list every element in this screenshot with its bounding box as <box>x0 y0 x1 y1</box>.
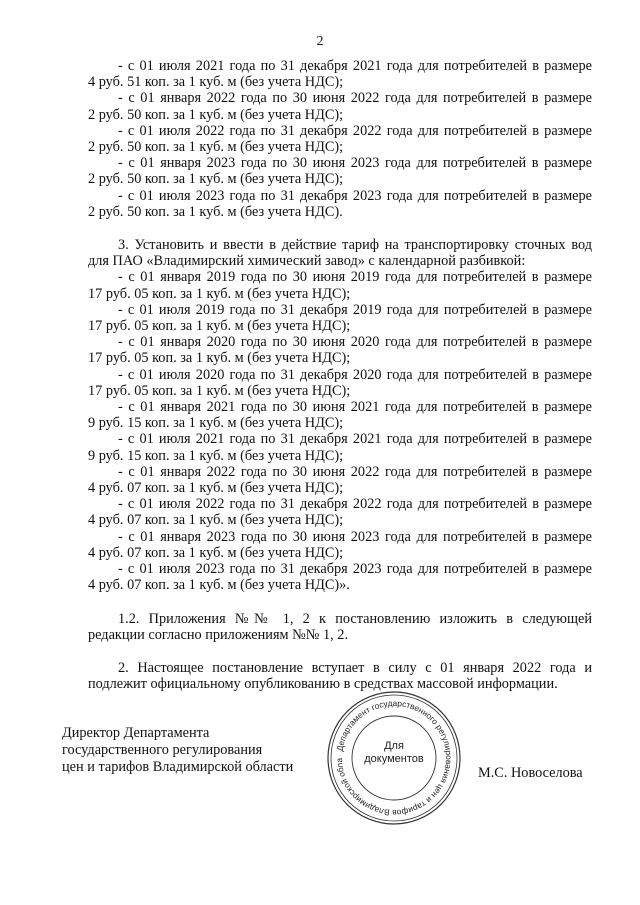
text-line: редакции согласно приложениям №№ 1, 2. <box>88 626 349 643</box>
document-body <box>88 58 592 692</box>
signature-title-line-1: Директор Департамента <box>62 725 210 741</box>
text-line: 4 руб. 07 коп. за 1 куб. м (без учета НДС); <box>88 480 344 497</box>
text-line: - с 01 января 2023 года по 30 июня 2023 года для потребителей в размере <box>118 155 592 172</box>
paragraph-gap <box>88 594 592 611</box>
text-line: 2 руб. 50 коп. за 1 куб. м (без учета НДС); <box>88 171 344 188</box>
signature-title-line-3: цен и тарифов Владимирской области <box>62 759 294 775</box>
text-line: 2 руб. 50 коп. за 1 куб. м (без учета НДС); <box>88 139 344 156</box>
text-line: 2 руб. 50 коп. за 1 куб. м (без учета НДС); <box>88 106 344 123</box>
text-line: подлежит официальному опубликованию в средствах массовой информации. <box>88 676 558 693</box>
text-line: - с 01 июля 2023 года по 31 декабря 2023 года для потребителей в размере <box>118 561 592 578</box>
text-line: 3. Установить и ввести в действие тариф на транспортировку сточных вод <box>118 237 592 254</box>
text-line: 17 руб. 05 коп. за 1 куб. м (без учета НДС); <box>88 382 351 399</box>
text-line: 17 руб. 05 коп. за 1 куб. м (без учета НДС); <box>88 350 351 367</box>
paragraph-gap <box>88 220 592 237</box>
page-number: 2 <box>316 34 324 49</box>
seal-center-line-1: Для <box>384 740 404 752</box>
text-line: 9 руб. 15 коп. за 1 куб. м (без учета НДС); <box>88 447 344 464</box>
signature-title-line-2: государственного регулирования <box>62 742 263 758</box>
text-line: 2 руб. 50 коп. за 1 куб. м (без учета НДС). <box>88 203 343 220</box>
text-line: - с 01 июля 2020 года по 31 декабря 2020 года для потребителей в размере <box>118 366 592 383</box>
text-line: - с 01 января 2022 года по 30 июня 2022 года для потребителей в размере <box>118 90 592 107</box>
text-line: 4 руб. 07 коп. за 1 куб. м (без учета НДС); <box>88 512 344 529</box>
text-line: 9 руб. 15 коп. за 1 куб. м (без учета НДС); <box>88 415 344 432</box>
text-line: 17 руб. 05 коп. за 1 куб. м (без учета НДС); <box>88 318 351 335</box>
text-line: 17 руб. 05 коп. за 1 куб. м (без учета НДС); <box>88 285 351 302</box>
text-line: 4 руб. 07 коп. за 1 куб. м (без учета НДС); <box>88 544 344 561</box>
text-line: - с 01 июля 2019 года по 31 декабря 2019 года для потребителей в размере <box>118 301 592 318</box>
text-line: - с 01 июля 2022 года по 31 декабря 2022 года для потребителей в размере <box>118 496 592 513</box>
text-line: - с 01 июля 2023 года по 31 декабря 2023 года для потребителей в размере <box>118 187 592 204</box>
seal-ring-text: Департамент государственного регулирования цен и тарифов Владимирской обла <box>333 697 455 819</box>
paragraph-gap <box>88 643 592 660</box>
signature-title <box>62 725 293 776</box>
text-line: 4 руб. 51 коп. за 1 куб. м (без учета НДС); <box>88 74 344 91</box>
text-line: для ПАО «Владимирский химический завод» с календарной разбивкой: <box>88 253 526 270</box>
text-line: - с 01 января 2021 года по 30 июня 2021 года для потребителей в размере <box>118 399 592 416</box>
text-line: 1.2. Приложения №№ 1, 2 к постановлению изложить в следующей <box>118 610 592 627</box>
text-line: - с 01 июля 2022 года по 31 декабря 2022 года для потребителей в размере <box>118 122 592 139</box>
text-line: 4 руб. 07 коп. за 1 куб. м (без учета НДС)». <box>88 577 350 594</box>
signer-name: М.С. Новоселова <box>478 765 583 781</box>
text-line: - с 01 января 2022 года по 30 июня 2022 года для потребителей в размере <box>118 463 592 480</box>
text-line: 2. Настоящее постановление вступает в силу с 01 января 2022 года и <box>118 659 592 676</box>
text-line: - с 01 июля 2021 года по 31 декабря 2021 года для потребителей в размере <box>118 58 592 74</box>
text-line: - с 01 января 2023 года по 30 июня 2023 года для потребителей в размере <box>118 528 592 545</box>
text-line: - с 01 июля 2021 года по 31 декабря 2021 года для потребителей в размере <box>118 431 592 448</box>
text-line: - с 01 января 2020 года по 30 июня 2020 года для потребителей в размере <box>118 334 592 351</box>
text-line: - с 01 января 2019 года по 30 июня 2019 года для потребителей в размере <box>118 269 592 286</box>
seal-center-line-2: документов <box>364 753 424 765</box>
document-seal <box>324 688 464 828</box>
